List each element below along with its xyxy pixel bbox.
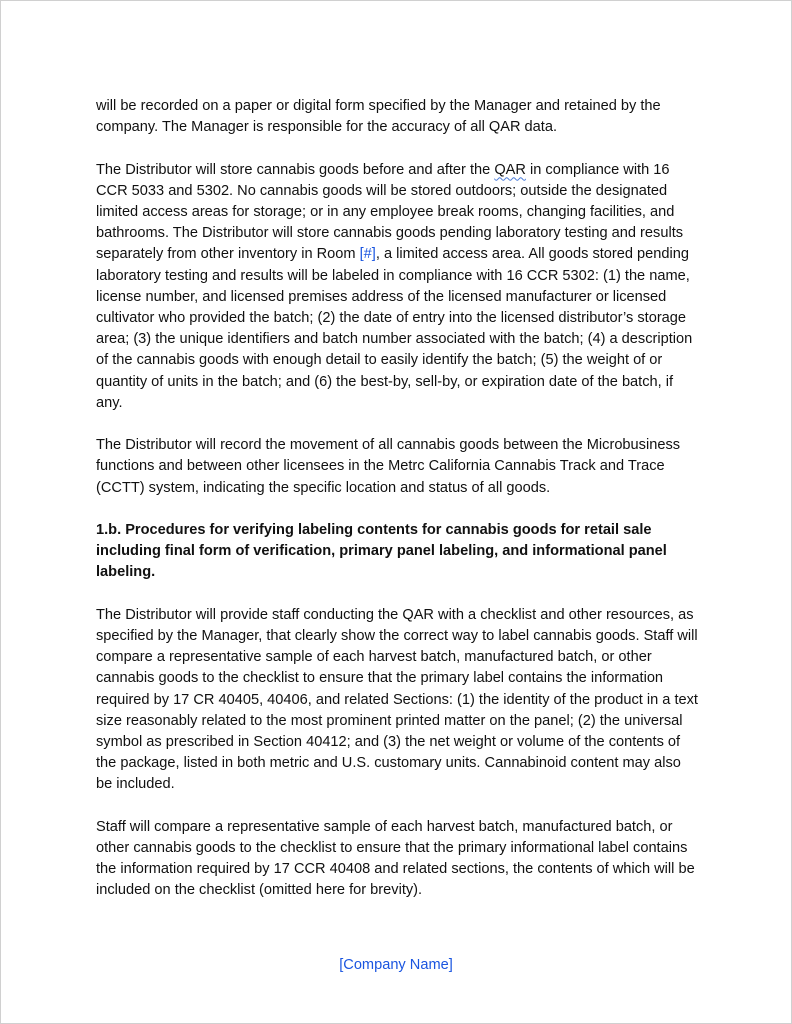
spellcheck-word-qar[interactable]: QAR: [494, 161, 526, 178]
document-body: [96, 96, 701, 923]
paragraph-informational-label: Staff will compare a representative sample of each harvest batch, manufactured batch, or other cannabis goods to the checklist to ensure that the primary informational label contains the information required by 17 CCR 40408 and related sections, the contents of which will be included on the checklist (omitted here for brevity).: [96, 818, 695, 899]
paragraph-storage-text-b: in compliance with 16 CCR 5033 and 5302. No cannabis goods will be stored outdoors; outside the designated limited access areas for storage; or in any employee break rooms, changing facilities, and bathrooms. The Distributor will store cannabis goods pending laboratory testing and results separately from other inventory in Room: [96, 161, 684, 263]
footer-company-name[interactable]: [Company Name]: [339, 957, 453, 973]
paragraph-storage: [96, 160, 701, 414]
section-heading-1b: 1.b. Procedures for verifying labeling contents for cannabis goods for retail sale including final form of verification, primary panel labeling, and informational panel labeling.: [96, 522, 667, 581]
paragraph-qar-records: will be recorded on a paper or digital form specified by the Manager and retained by the company. The Manager is responsible for the accuracy of all QAR data.: [96, 98, 661, 136]
paragraph-movement-tracking: The Distributor will record the movement of all cannabis goods between the Microbusiness functions and between other licensees in the Metrc California Cannabis Track and Trace (CCTT) system, indicating the specific location and status of all goods.: [96, 437, 681, 496]
room-placeholder[interactable]: [#]: [359, 246, 376, 263]
paragraph-storage-text-a: The Distributor will store cannabis goods before and after the: [96, 161, 495, 178]
paragraph-storage-text-c: , a limited access area. All goods stored pending laboratory testing and results will be labeled in compliance with 16 CCR 5302: (1) the name, license number, and licensed premises address of the licensed manufacturer or licensed cultivator who provided the batch; (2) the date of entry into the licensed distributor’s storage area; (3) the unique identifiers and batch number associated with the batch; (4) a description of the cannabis goods with enough detail to easily identify the batch; (5) the weight of or quantity of units in the batch; and (6) the best-by, sell-by, or expiration date of the batch, if any.: [96, 246, 693, 411]
paragraph-primary-label: The Distributor will provide staff conducting the QAR with a checklist and other resources, as specified by the Manager, that clearly show the correct way to label cannabis goods. Staff will compare a representative sample of each harvest batch, manufactured batch, or other cannabis goods to the checklist to ensure that the primary label contains the information required by 17 CR 40405, 40406, and related Sections: (1) the identity of the product in a text size reasonably related to the most prominent printed matter on the panel; (2) the universal symbol as prescribed in Section 40412; and (3) the net weight or volume of the contents of the package, listed in both metric and U.S. customary units. Cannabinoid content may also be included.: [96, 606, 698, 793]
